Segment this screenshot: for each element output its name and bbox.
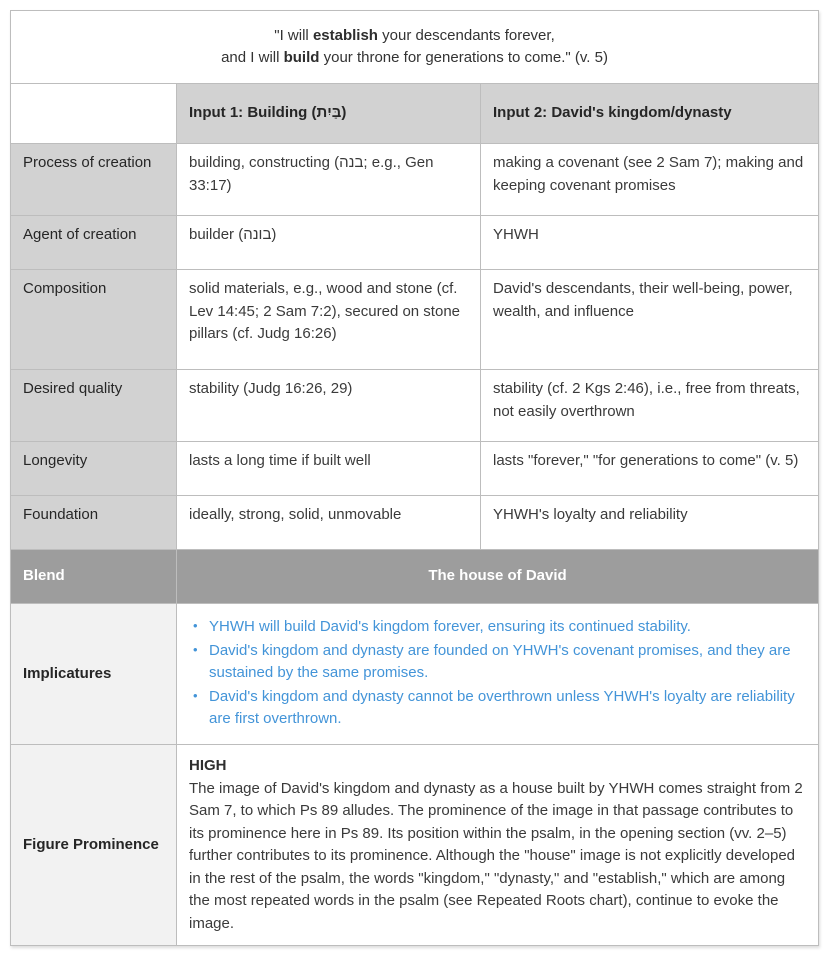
implicatures-label: Implicatures — [11, 604, 177, 745]
build-bold: build — [283, 49, 320, 66]
verse-quote — [11, 11, 819, 84]
composition-input2-cell: David's descendants, their well-being, power, wealth, and influence — [481, 270, 819, 370]
figure-prominence-row — [11, 745, 819, 946]
desired-quality-input1-cell: stability (Judg 16:26, 29) — [177, 370, 481, 442]
blend-value: The house of David — [177, 550, 819, 604]
column-header-row — [11, 84, 819, 144]
corner-cell — [11, 84, 177, 144]
foundation-input2-cell: YHWH's loyalty and reliability — [481, 496, 819, 550]
figure-prominence-label: Figure Prominence — [11, 745, 177, 946]
blend-row — [11, 550, 819, 604]
blend-label: Blend — [11, 550, 177, 604]
establish-bold: establish — [312, 26, 378, 44]
implicature-item: • David's kingdom and dynasty are founded on YHWH's covenant promises, and they are sustained by the same promises. — [193, 641, 791, 682]
verse-quote-line2: and I will build your throne for generations to come." (v. 5) — [221, 49, 608, 66]
process-input2-cell: making a covenant (see 2 Sam 7); making and keeping covenant promises — [481, 144, 819, 216]
verse-quote-line1: "I will establish your descendants forever, — [274, 26, 555, 44]
figure-prominence-cell — [177, 745, 819, 946]
row-label-agent-of-creation: Agent of creation — [11, 216, 177, 270]
process-input1-cell: building, constructing (בנה; e.g., Gen 33:17) — [177, 144, 481, 216]
row-label-process-of-creation: Process of creation — [11, 144, 177, 216]
agent-input1-cell: builder (בונה) — [177, 216, 481, 270]
row-label-foundation: Foundation — [11, 496, 177, 550]
bullet-icon: • — [193, 618, 198, 634]
composition-input1-cell: solid materials, e.g., wood and stone (cf. Lev 14:45; 2 Sam 7:2), secured on stone pillars (cf. Judg 16:26) — [177, 270, 481, 370]
table-row-process-of-creation — [11, 144, 819, 216]
conceptual-blend-table — [10, 10, 819, 946]
row-label-longevity: Longevity — [11, 442, 177, 496]
foundation-input1-cell: ideally, strong, solid, unmovable — [177, 496, 481, 550]
table-row-longevity — [11, 442, 819, 496]
longevity-input2-cell: lasts "forever," "for generations to come" (v. 5) — [481, 442, 819, 496]
agent-input2-cell: YHWH — [481, 216, 819, 270]
table-row-foundation — [11, 496, 819, 550]
implicatures-list — [189, 616, 806, 731]
verse-quote-row — [11, 11, 819, 84]
implicatures-row — [11, 604, 819, 745]
prominence-level: HIGH — [189, 757, 227, 774]
table-row-agent-of-creation — [11, 216, 819, 270]
input2-header: Input 2: David's kingdom/dynasty — [481, 84, 819, 144]
row-label-desired-quality: Desired quality — [11, 370, 177, 442]
bullet-icon: • — [193, 641, 198, 657]
table-row-composition — [11, 270, 819, 370]
input1-header: Input 1: Building (בַּיִת) — [177, 84, 481, 144]
longevity-input1-cell: lasts a long time if built well — [177, 442, 481, 496]
bullet-icon: • — [193, 687, 198, 703]
implicatures-cell — [177, 604, 819, 745]
row-label-composition: Composition — [11, 270, 177, 370]
prominence-text: The image of David's kingdom and dynasty as a house built by YHWH comes straight from 2 Sam 7, to which Ps 89 alludes. The prominence of the image in that passage contributes to its prominence here in Ps 89. Its position within the psalm, in the opening section (vv. 2–5) further contributes to its prominence. Although the "house" image is not explicitly developed in the rest of the psalm, the words "kingdom," "dynasty," and "establish," which are among the most repeated words in the psalm (see Repeated Roots chart), continue to evoke the image. — [189, 779, 803, 932]
desired-quality-input2-cell: stability (cf. 2 Kgs 2:46), i.e., free from threats, not easily overthrown — [481, 370, 819, 442]
table-row-desired-quality — [11, 370, 819, 442]
implicature-item: • YHWH will build David's kingdom forever, ensuring its continued stability. — [193, 618, 691, 636]
implicature-item: • David's kingdom and dynasty cannot be overthrown unless YHWH's loyalty are reliability are first overthrown. — [193, 687, 795, 728]
